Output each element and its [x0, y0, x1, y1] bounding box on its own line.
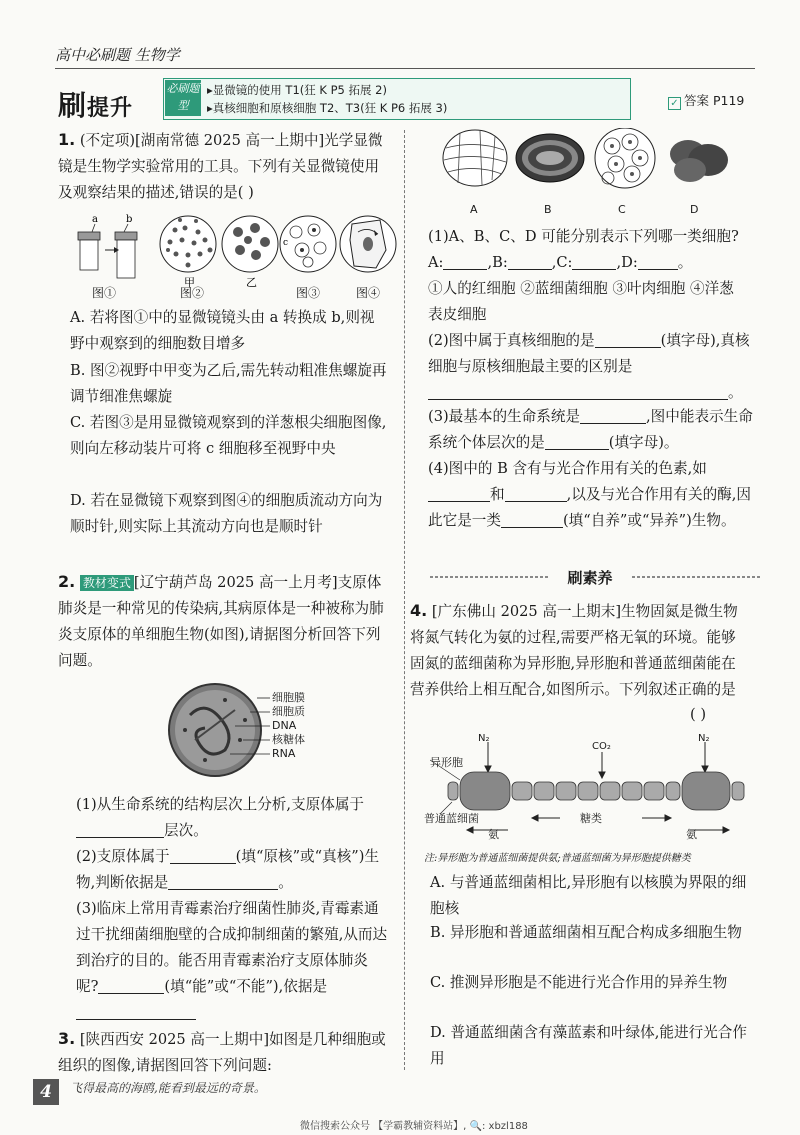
q4-number: 4.	[410, 601, 428, 620]
must-item-2: ▸真核细胞和原核细胞 T2、T3(狂 K P6 拓展 3)	[207, 101, 448, 115]
header-rule	[55, 68, 755, 69]
label-dna: DNA	[272, 719, 297, 732]
answer-text: 答案 P119	[684, 93, 745, 108]
q3-sub1: (1)A、B、C、D 可能分别表示下列哪一类细胞?	[428, 228, 739, 245]
section-heading	[430, 567, 760, 587]
q1-figures	[70, 210, 400, 315]
q2-sub3-text-b: (填“能”或“不能”),依据是	[164, 978, 328, 995]
fig3-field	[280, 216, 336, 272]
blank-c[interactable]	[572, 253, 616, 270]
q1-caption-3: 图③	[296, 286, 321, 300]
q3-sub4-blank3[interactable]	[501, 511, 563, 528]
q2-sub3-text: (3)临床上常用青霉素治疗细菌性肺炎,青霉素通过干扰细菌细胞壁的合成抑制细菌的繁殖,从而达到治疗的目的。能否用青霉素治疗支原体肺炎呢?	[76, 900, 388, 995]
q4-fig-sugar: 糖类	[580, 812, 602, 825]
fig-c	[595, 128, 655, 188]
q3-sub2-blank1[interactable]	[595, 331, 661, 348]
fig2-fields	[160, 216, 278, 289]
q2-sub2-blank1[interactable]	[170, 847, 236, 864]
q2-sub3	[76, 896, 388, 1026]
q3-sub2: (2)图中属于真核细胞的是 (填字母),真核细胞与原核细胞最主要的区别是。	[428, 332, 750, 401]
q3-sub4-text-d: (填“自养”或“异养”)生物。	[562, 512, 736, 529]
q4-fig-n2-left: N₂	[478, 733, 490, 744]
check-icon: ✓	[668, 97, 681, 110]
fig1-label-b: b	[126, 214, 133, 225]
mycoplasma-labels	[272, 691, 305, 761]
q3-text: [陕西西安 2025 高一上期中]如图是几种细胞或组织的图像,请据图回答下列问题:	[58, 1031, 386, 1074]
q1-option-b: B. 图②视野中甲变为乙后,需先转动粗准焦螺旋再调节细准焦螺旋	[70, 362, 387, 405]
q4-fig-ammonia-left: 氨	[488, 828, 499, 841]
q2-sub3-blank1[interactable]	[98, 977, 164, 994]
fill-c-label: ,C:	[551, 254, 573, 271]
q1-text: (不定项)[湖南常德 2025 高一上期中]光学显微镜是生物学实验常用的工具。下列有关显微镜使用及观察结果的描述,错误的是( )	[58, 132, 383, 201]
footer-wechat: 微信搜索公众号 【学霸教辅资料站】, 🔍: xbzl188	[300, 1121, 528, 1132]
q4-note: 注:异形胞为普通蓝细菌提供氨;普通蓝细菌为异形胞提供糖类	[424, 853, 691, 864]
section-brand	[58, 84, 133, 124]
page-number: 4	[33, 1079, 59, 1105]
q1-option-d: D. 若在显微镜下观察到图④的细胞质流动方向为顺时针,则实际上其流动方向也是顺时针	[70, 492, 383, 535]
footer-motto: 飞得最高的海鸥,能看到最远的奇景。	[70, 1081, 266, 1095]
q3-sub4-text: (4)图中的 B 含有与光合作用有关的色素,如	[428, 460, 707, 477]
q3-sub4-text-b: 和	[490, 486, 505, 503]
fig2-label-yi: 乙	[246, 276, 257, 289]
fill-d-label: ,D:	[616, 254, 638, 271]
q1-caption-2: 图②	[180, 286, 205, 300]
must-do-tag: 必刷题型	[165, 80, 201, 116]
book-title: 高中必刷题 生物学	[55, 46, 180, 64]
q2-sub2-blank2[interactable]	[168, 873, 278, 890]
q3-sub2-blank2[interactable]	[428, 383, 728, 400]
q4-fig-ammonia-right: 氨	[686, 828, 697, 841]
q2-sub1-end: 层次。	[164, 822, 208, 839]
q2-stem	[58, 569, 388, 674]
fig1-lenses	[78, 214, 137, 278]
fig1-label-a: a	[92, 214, 98, 225]
q1-caption-1: 图①	[92, 286, 117, 300]
q1-option-c: C. 若图③是用显微镜观察到的洋葱根尖细胞图像,则向左移动装片可将 c 细胞移至视野中央	[70, 414, 387, 457]
q2-sub2-text: (2)支原体属于	[76, 848, 170, 865]
q1-caption-4: 图④	[356, 286, 381, 300]
fig-d	[670, 140, 728, 182]
blank-a[interactable]	[443, 253, 487, 270]
q3-sub1-fill: A: ,B: ,C: ,D: 。	[428, 254, 693, 271]
q1-number: 1.	[58, 130, 76, 149]
section-title: 刷素养	[567, 569, 613, 587]
brand-main: 刷	[58, 89, 88, 122]
fig2-label-jia: 甲	[184, 276, 195, 289]
column-divider	[404, 130, 405, 1070]
q3-sub1-options: ①人的红细胞 ②蓝细菌细胞 ③叶肉细胞 ④洋葱表皮细胞	[428, 280, 734, 323]
q3-fig-label-c: C	[618, 203, 626, 216]
q2-sub1-blank[interactable]	[76, 821, 164, 838]
q1-stem	[58, 127, 388, 206]
q2-sub2: (2)支原体属于 (填“原核”或“真核”)生物,判断依据是 。	[76, 848, 380, 891]
label-cytoplasm: 细胞质	[272, 705, 305, 718]
q3-sub3-blank1[interactable]	[580, 407, 646, 424]
q4-option-a: A. 与普通蓝细菌相比,异形胞有以核膜为界限的细胞核	[430, 874, 747, 917]
blank-d[interactable]	[638, 253, 678, 270]
q2-sub1	[76, 792, 388, 844]
fig3-label-c: c	[283, 238, 289, 248]
q2-number: 2.	[58, 572, 76, 591]
q2-sub1-text: (1)从生命系统的结构层次上分析,支原体属于	[76, 796, 365, 813]
q4-fig-n2-right: N₂	[698, 733, 710, 744]
fig-b	[516, 134, 584, 182]
answer-ref	[668, 91, 744, 110]
q2-text: [辽宁葫芦岛 2025 高一上月考]支原体肺炎是一种常见的传染病,其病原体是一种被称为肺炎支原体的单细胞生物(如图),请据图分析回答下列问题。	[58, 574, 384, 669]
q4-answer-paren: ( )	[690, 706, 707, 723]
q4-option-c: C. 推测异形胞是不能进行光合作用的异养生物	[430, 974, 728, 991]
q2-sub2-text-b: (填“原核”或“真核”)生物,判断依据是	[76, 848, 380, 891]
fig4-cell	[340, 216, 396, 272]
q1-option-a: A. 若将图①中的显微镜镜头由 a 转换成 b,则视野中观察到的细胞数目增多	[70, 309, 375, 352]
must-item-1: ▸显微镜的使用 T1(狂 K P5 拓展 2)	[207, 83, 387, 97]
q3-sub4	[428, 456, 758, 534]
mycoplasma-figure	[165, 680, 275, 780]
q3-sub4-blank2[interactable]	[505, 485, 567, 502]
q2-tag: 教材变式	[80, 575, 134, 591]
q3-sub4-blank1[interactable]	[428, 485, 490, 502]
blank-b[interactable]	[508, 253, 552, 270]
q3-fig-label-b: B	[544, 203, 552, 216]
fill-a-label: A:	[428, 254, 444, 271]
q3-sub4-text-c: ,以及与光合作用有关的酶,因此它是一类	[428, 486, 752, 529]
q3-sub3-blank2[interactable]	[545, 433, 609, 450]
q2-sub3-blank2[interactable]	[76, 1003, 196, 1020]
q4-fig-normal: 普通蓝细菌	[424, 812, 479, 825]
q3-fig-label-d: D	[690, 203, 699, 216]
q3-sub3-text-c: (填字母)。	[608, 434, 679, 451]
fig-a	[443, 130, 507, 186]
q3-number: 3.	[58, 1029, 76, 1048]
label-ribosome: 核糖体	[272, 733, 305, 746]
q4-option-b: B. 异形胞和普通蓝细菌相互配合构成多细胞生物	[430, 924, 742, 941]
q3-sub3	[428, 404, 758, 456]
q3-sub3-text: (3)最基本的生命系统是	[428, 408, 581, 425]
label-membrane: 细胞膜	[272, 691, 305, 704]
q3-stem	[58, 1026, 388, 1079]
label-rna: RNA	[272, 747, 296, 760]
q3-sub3-text-b: ,图中能表示生命系统个体层次的是	[428, 408, 753, 451]
q4-text: [广东佛山 2025 高一上期末]生物固氮是微生物将氮气转化为氨的过程,需要严格无氧的环境。能够固氮的蓝细菌称为异形胞,异形胞和普通蓝细菌能在营养供给上相互配合,如图所示。下列叙述正确的是	[410, 603, 738, 698]
q4-figure	[430, 730, 750, 845]
q4-fig-co2: CO₂	[592, 741, 611, 752]
q4-option-d: D. 普通蓝细菌含有藻蓝素和叶绿体,能进行光合作用	[430, 1024, 747, 1067]
q4-stem	[410, 598, 750, 703]
fill-b-label: ,B:	[487, 254, 508, 271]
q3-fig-label-a: A	[470, 203, 478, 216]
q4-fig-heterocyst: 异形胞	[430, 756, 463, 769]
q3-sub2-text-b: (填字母),真核细胞与原核细胞最主要的区别是	[428, 332, 750, 375]
brand-sub: 提升	[87, 95, 134, 121]
q3-sub2-text: (2)图中属于真核细胞的是	[428, 332, 595, 349]
